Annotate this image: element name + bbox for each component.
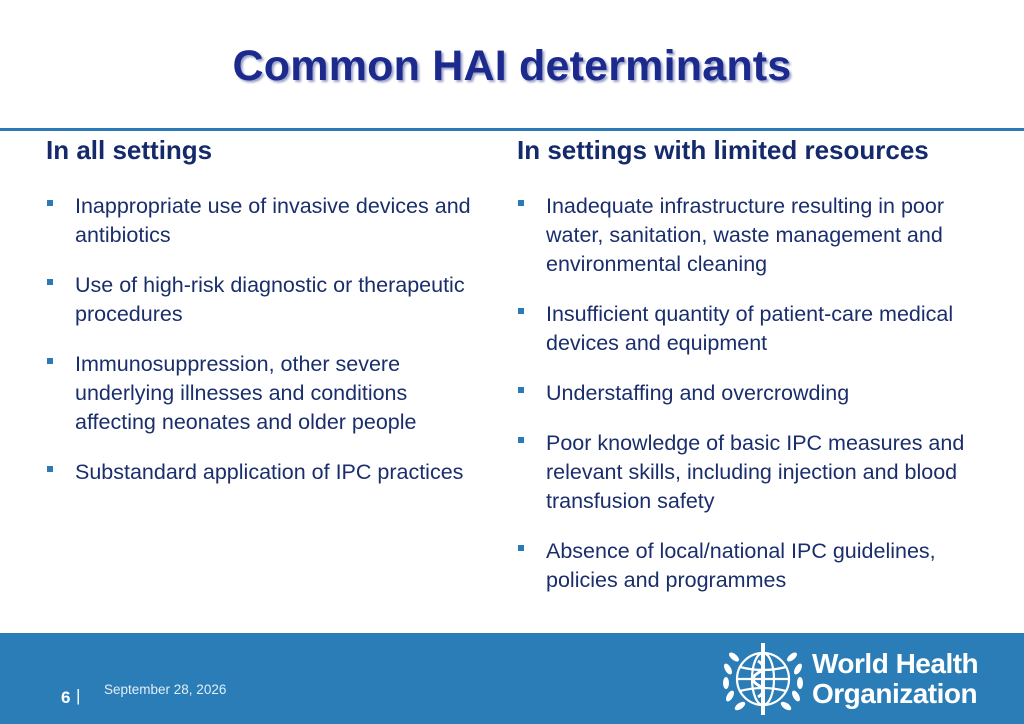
square-bullet-icon [518, 308, 524, 314]
who-emblem-icon [718, 639, 808, 719]
square-bullet-icon [47, 466, 53, 472]
list-item-text: Immunosuppression, other severe underlying illnesses and conditions affecting neonates and older people [75, 352, 417, 434]
list-item [517, 429, 987, 516]
list-item [46, 350, 486, 437]
square-bullet-icon [47, 279, 53, 285]
list-item-text: Insufficient quantity of patient-care medical devices and equipment [546, 302, 954, 355]
list-item-text: Understaffing and overcrowding [546, 381, 850, 405]
list-item [46, 271, 486, 329]
list-item-text: Use of high-risk diagnostic or therapeutic procedures [75, 273, 465, 326]
list-item [517, 192, 987, 279]
organization-name [812, 649, 978, 709]
left-bullet-list [46, 192, 486, 487]
slide-date: September 28, 2026 [104, 682, 227, 697]
list-item [46, 192, 486, 250]
list-item-text: Inappropriate use of invasive devices and antibiotics [75, 194, 471, 247]
square-bullet-icon [518, 437, 524, 443]
list-item [517, 300, 987, 358]
list-item-text: Absence of local/national IPC guidelines, policies and programmes [546, 539, 936, 592]
footer-bar [0, 633, 1024, 724]
title-divider [0, 128, 1024, 131]
square-bullet-icon [47, 358, 53, 364]
list-item [46, 458, 486, 487]
list-item [517, 379, 987, 408]
page-separator: | [76, 686, 81, 705]
list-item [517, 537, 987, 595]
page-number: 6 [61, 688, 71, 707]
left-column [46, 134, 486, 508]
slide-title: Common HAI determinants [232, 42, 792, 90]
square-bullet-icon [518, 545, 524, 551]
right-column-heading: In settings with limited resources [517, 135, 929, 165]
list-item-text: Inadequate infrastructure resulting in poor water, sanitation, waste management and environmental cleaning [546, 194, 944, 276]
square-bullet-icon [47, 200, 53, 206]
right-column [517, 134, 987, 616]
square-bullet-icon [518, 387, 524, 393]
left-column-heading: In all settings [46, 135, 213, 165]
list-item-text: Poor knowledge of basic IPC measures and relevant skills, including injection and blood transfusion safety [546, 431, 965, 513]
organization-name-line1: World Health [812, 648, 979, 679]
list-item-text: Substandard application of IPC practices [75, 460, 464, 484]
right-bullet-list [517, 192, 987, 595]
organization-name-line2: Organization [812, 678, 978, 709]
square-bullet-icon [518, 200, 524, 206]
